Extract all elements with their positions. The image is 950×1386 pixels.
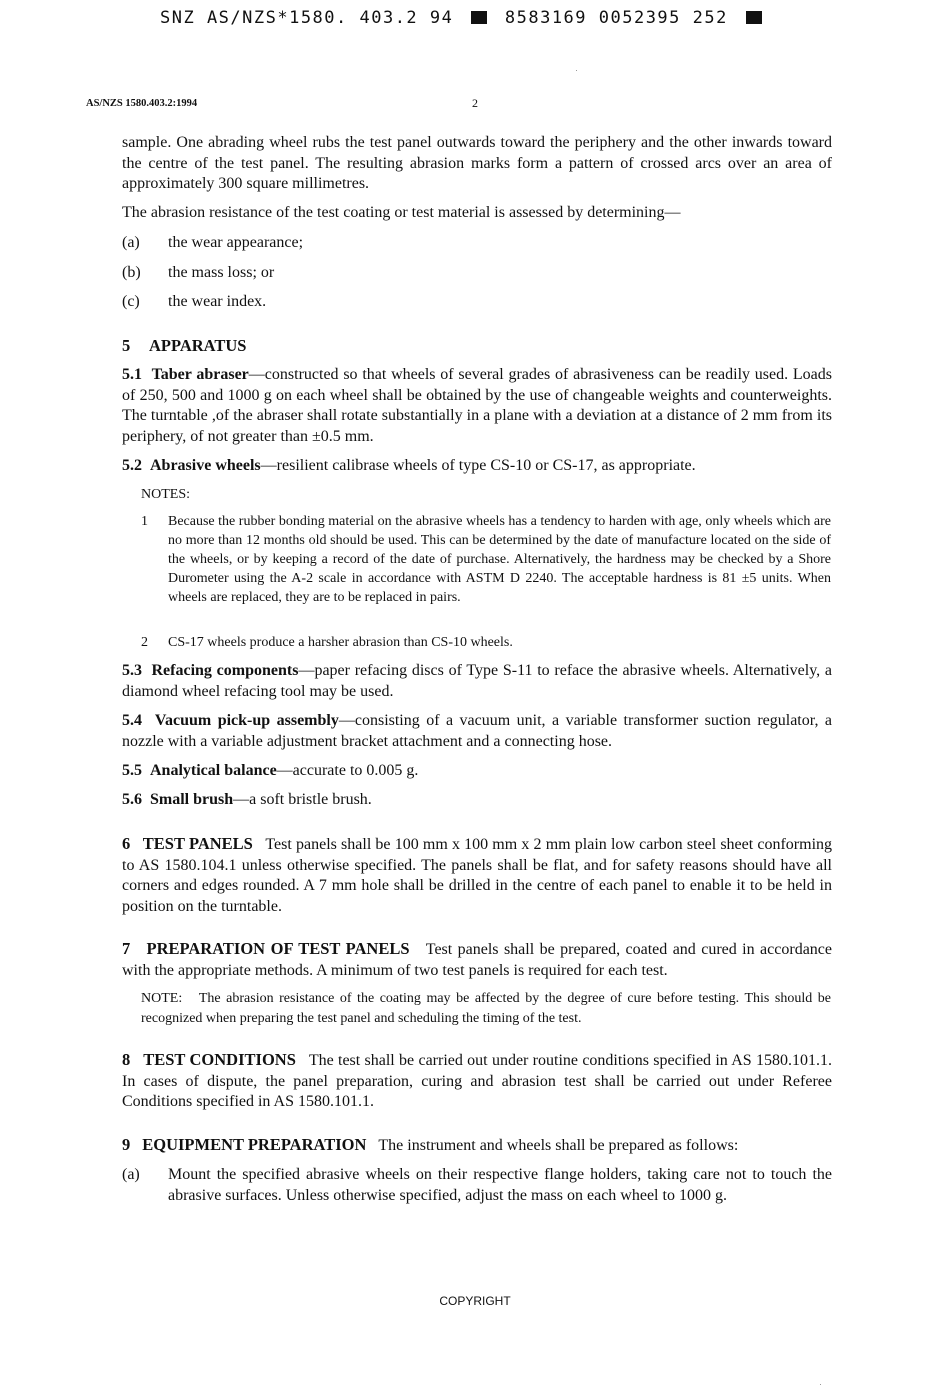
note-label: NOTE: xyxy=(141,991,183,1006)
section-number: 8 xyxy=(122,1050,131,1069)
note-text: CS-17 wheels produce a harsher abrasion than CS-10 wheels. xyxy=(168,635,513,650)
section-text: The test shall be carried out under routine conditions specified in AS 1580.101.1. In cases of dispute, the panel preparation, curing and abrasion test shall be carried out under Referee Conditions specified in AS 1580.101.1. xyxy=(122,1052,832,1110)
section-text: Test panels shall be 100 mm x 100 mm x 2 mm plain low carbon steel sheet conforming to AS 1580.104.1 unless otherwise specified. The panels shall be flat, and for safety reasons should have all corners and edges rounded. A 7 mm hole shall be drilled in the centre of each panel to enable it to be held in position on the turntable. xyxy=(122,836,833,915)
list-item-label: (a) xyxy=(122,234,140,251)
clause-5-5 xyxy=(122,761,832,782)
clause-text: —constructed so that wheels of several grades of abrasiveness can be readily used. Loads of 250, 500 and 1000 g on each wheel shall be obtained by the use of changeable weights and counterweights. The turntable ,of the abraser shall rotate substantially in a plane with a deviation at a distance of 2 mm from its periphery, of not greater than ±0.5 mm. xyxy=(122,366,833,445)
scan-speck xyxy=(576,70,577,71)
section-text: Test panels shall be prepared, coated and cured in accordance with the appropriate methods. A minimum of two test panels is required for each test. xyxy=(122,941,832,979)
section-number: 5 xyxy=(122,336,131,355)
clause-title: Analytical balance xyxy=(150,762,277,779)
list-item-label: (b) xyxy=(122,264,141,281)
clause-5-2 xyxy=(122,456,832,477)
clause-5-1 xyxy=(122,365,832,447)
list-item-text: the mass loss; or xyxy=(168,264,275,281)
list-item-label: (a) xyxy=(122,1166,140,1183)
section-title: APPARATUS xyxy=(149,336,247,355)
clause-number: 5.5 xyxy=(122,762,142,779)
note-number: 1 xyxy=(141,514,148,529)
clause-5-4 xyxy=(122,711,832,752)
intro-paragraph-1: sample. One abrading wheel rubs the test panel outwards toward the periphery and the other inwards toward the centre of the test panel. The resulting abrasion marks form a pattern of crossed arcs over an area of approximately 300 square millimetres. xyxy=(122,134,832,192)
section-number: 9 xyxy=(122,1135,131,1154)
notes-label: NOTES: xyxy=(141,487,190,502)
note-number: 2 xyxy=(141,635,148,650)
clause-title: Vacuum pick-up assembly xyxy=(154,712,339,729)
section-number: 6 xyxy=(122,834,131,853)
scan-speck xyxy=(820,1384,821,1385)
page-number: 2 xyxy=(472,96,478,110)
section-title: PREPARATION OF TEST PANELS xyxy=(146,939,410,958)
clause-text: —paper refacing discs of Type S-11 to reface the abrasive wheels. Alternatively, a diamond wheel refacing tool may be used. xyxy=(122,662,833,700)
document-barcode-header xyxy=(160,8,768,28)
clause-title: Abrasive wheels xyxy=(150,457,261,474)
section-title: TEST PANELS xyxy=(142,834,253,853)
clause-number: 5.4 xyxy=(122,712,142,729)
list-item-label: (c) xyxy=(122,293,140,310)
barcode-left-text: SNZ AS/NZS*1580. 403.2 94 xyxy=(160,8,454,28)
note-text: The abrasion resistance of the coating may be affected by the degree of cure before testing. This should be recognized when preparing the test panel and scheduling the timing of the test. xyxy=(141,991,831,1026)
section-7-note xyxy=(141,989,831,1028)
clause-number: 5.6 xyxy=(122,791,142,808)
section-7 xyxy=(122,939,832,981)
document-id: AS/NZS 1580.403.2:1994 xyxy=(86,98,198,109)
clause-text: —resilient calibrase wheels of type CS-10 or CS-17, as appropriate. xyxy=(260,457,696,474)
barcode-mid-text: 8583169 0052395 252 xyxy=(504,8,728,28)
barcode-block-2 xyxy=(746,11,762,24)
section-title: TEST CONDITIONS xyxy=(143,1050,296,1069)
clause-text: —consisting of a vacuum unit, a variable transformer suction regulator, a nozzle with a variable adjustment bracket attachment and a connecting hose. xyxy=(122,712,833,750)
clause-number: 5.2 xyxy=(122,457,142,474)
clause-text: —a soft bristle brush. xyxy=(233,791,372,808)
clause-text: —accurate to 0.005 g. xyxy=(276,762,419,779)
barcode-block-1 xyxy=(471,11,487,24)
list-item-text: Mount the specified abrasive wheels on their respective flange holders, taking care not to touch the abrasive surfaces. Unless otherwise specified, adjust the mass on each wheel to 1000 g. xyxy=(168,1166,832,1204)
list-item-text: the wear index. xyxy=(168,293,267,310)
section-text: The instrument and wheels shall be prepared as follows: xyxy=(378,1137,739,1154)
section-6 xyxy=(122,834,832,917)
clause-title: Refacing components xyxy=(151,662,299,679)
clause-title: Taber abraser xyxy=(151,366,249,383)
note-text: Because the rubber bonding material on the abrasive wheels has a tendency to harden with age, only wheels which are no more than 12 months old should be used. This can be determined by the date of manufacture located on the side of the wheels, or by keeping a record of the date of purchase. Alternatively, the hardness may be checked by a Shore Durometer using the A-2 scale in accordance with ASTM D 2240. The acceptable hardness is 81 ±5 units. When wheels are replaced, they are to be replaced in pairs. xyxy=(168,514,831,605)
clause-5-3 xyxy=(122,661,832,702)
copyright-footer: COPYRIGHT xyxy=(439,1294,511,1308)
section-9 xyxy=(122,1135,832,1157)
intro-paragraph-2: The abrasion resistance of the test coating or test material is assessed by determining— xyxy=(122,204,681,221)
section-title: EQUIPMENT PREPARATION xyxy=(142,1135,367,1154)
section-5-heading xyxy=(122,336,246,356)
list-item-text: the wear appearance; xyxy=(168,234,304,251)
clause-title: Small brush xyxy=(150,791,234,808)
clause-5-6 xyxy=(122,790,832,811)
clause-number: 5.3 xyxy=(122,662,142,679)
clause-number: 5.1 xyxy=(122,366,142,383)
section-number: 7 xyxy=(122,939,131,958)
section-8 xyxy=(122,1050,832,1113)
